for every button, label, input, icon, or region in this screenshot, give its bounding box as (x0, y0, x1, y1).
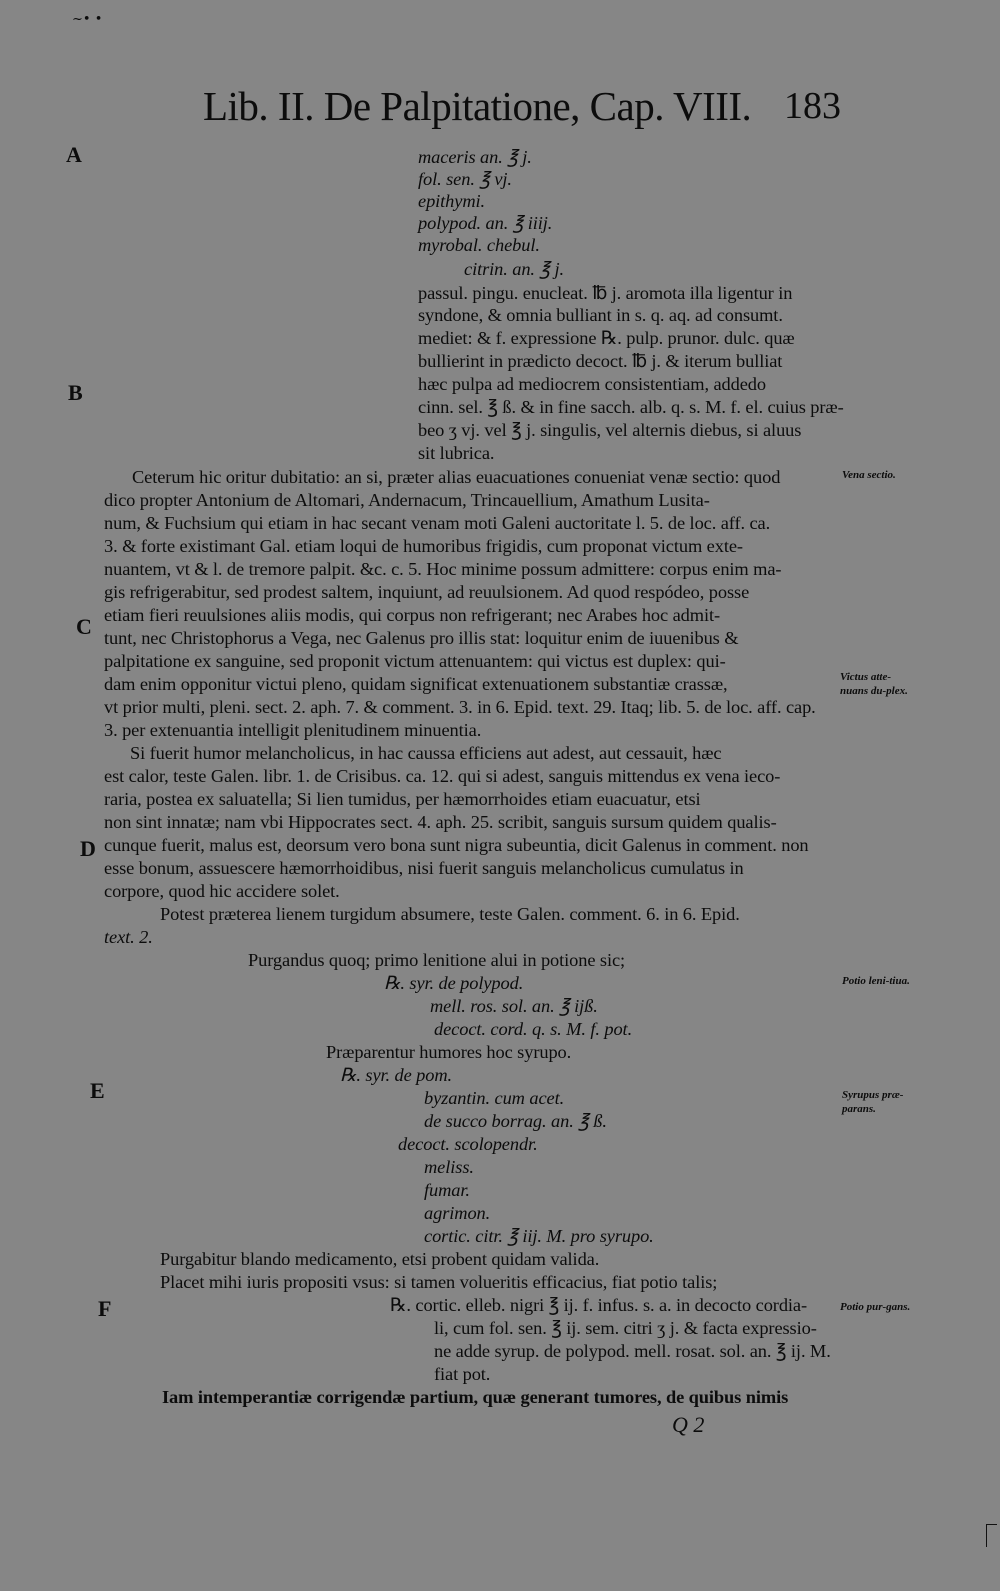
text-line: Purgabitur blando medicamento, etsi probent quidam valida. (160, 1249, 600, 1269)
recipe-line: decoct. cord. q. s. M. f. pot. (434, 1019, 633, 1039)
recipe-line: fol. sen. ℥ vj. (418, 169, 512, 189)
text-line: dam enim opponitur victui pleno, quidam significat extenuationem substantiæ crassæ, (104, 674, 728, 694)
sidenote-vena-sectio: Vena sectio. (842, 469, 896, 481)
recipe-line: myrobal. chebul. (418, 235, 540, 255)
text-line: 3. & forte existimant Gal. etiam loqui de humoribus frigidis, cum proponat victum exte- (104, 536, 743, 556)
text-line: est calor, teste Galen. libr. 1. de Crisibus. ca. 12. qui si adest, sanguis mittendus ex vena ieco- (104, 766, 781, 786)
page-edge-mark (986, 1524, 997, 1547)
recipe-line: mediet: & f. expressione ℞. pulp. prunor. dulc. quæ (418, 328, 795, 348)
sidenote-potio-lenitiva: Potio leni-tiua. (842, 975, 910, 987)
recipe-line: li, cum fol. sen. ℥ ij. sem. citri ʒ j. & facta expressio- (434, 1318, 817, 1338)
text-line: non sint innatæ; nam vbi Hippocrates sect. 4. aph. 25. scribit, sanguis sursum quidem qualis- (104, 812, 777, 832)
recipe-line: sit lubrica. (418, 443, 495, 463)
recipe-line: hæc pulpa ad mediocrem consistentiam, addedo (418, 374, 766, 394)
signature-mark: Q 2 (672, 1412, 705, 1437)
text-line: num, & Fuchsium qui etiam in hac secant venam moti Galeni auctoritate l. 5. de loc. aff. ca. (104, 513, 771, 533)
text-line: corpore, quod hic accidere solet. (104, 881, 340, 901)
page-number: 183 (784, 85, 841, 127)
text-line: Placet mihi iuris propositi vsus: si tamen volueritis efficacius, fiat potio talis; (160, 1272, 718, 1292)
text-line: raria, postea ex saluatella; Si lien tumidus, per hæmorrhoides etiam euacuatur, etsi (104, 789, 701, 809)
text-line: etiam fieri reuulsiones aliis modis, qui corpus non refrigerant; nec Arabes hoc admit- (104, 605, 720, 625)
top-corner-mark: ~• • (72, 12, 103, 27)
margin-letter-e: E (90, 1078, 105, 1103)
recipe-line: de succo borrag. an. ℥ ß. (424, 1111, 607, 1131)
purgandus-line: Purgandus quoq; primo lenitione alui in potione sic; (248, 950, 626, 970)
text-line: dico propter Antonium de Altomari, Andernacum, Trincauellium, Amathum Lusita- (104, 490, 710, 510)
recipe-line: syndone, & omnia bulliant in s. q. aq. ad consumt. (418, 305, 783, 325)
sidenote-potio-purgans: Potio pur-gans. (840, 1301, 911, 1313)
recipe-line: byzantin. cum acet. (424, 1088, 565, 1108)
sidenote-victus: Victus atte-nuans du-plex. (840, 671, 908, 697)
margin-letter-c: C (76, 614, 92, 639)
recipe-line: ℞. cortic. elleb. nigri ℥ ij. f. infus. s. a. in decocto cordia- (390, 1295, 808, 1315)
recipe-line: polypod. an. ℥ iiij. (418, 213, 553, 233)
text-line: cunque fuerit, malus est, deorsum vero bona sunt nigra subeuntia, dicit Galenus in comment. non (104, 835, 809, 855)
recipe-line: bullierint in prædicto decoct. ℔ j. & iterum bulliat (418, 351, 783, 371)
margin-letter-b: B (68, 380, 83, 405)
recipe-line: beo ʒ vj. vel ℥ j. singulis, vel alternis diebus, si aluus (418, 420, 802, 440)
text-line: gis refrigerabitur, sed prodest saltem, inquiunt, ad reuulsionem. Ad quod respódeo, posse (104, 582, 750, 602)
recipe-line: ℞. syr. de pom. (340, 1065, 453, 1085)
recipe-line: fumar. (424, 1180, 470, 1200)
recipe-line: fiat pot. (434, 1364, 491, 1384)
recipe-line: mell. ros. sol. an. ℥ ijß. (430, 996, 598, 1016)
recipe-line: meliss. (424, 1157, 474, 1177)
text-line: Potest præterea lienem turgidum absumere, teste Galen. comment. 6. in 6. Epid. (160, 904, 740, 924)
margin-letter-f: F (98, 1296, 112, 1321)
text-line: esse bonum, assuescere hæmorrhoidibus, nisi fuerit sanguis melancholicus cumulatus in (104, 858, 744, 878)
recipe-line: ℞. syr. de polypod. (384, 973, 524, 993)
text-line: vt prior multi, pleni. sect. 2. aph. 7. & comment. 3. in 6. Epid. text. 29. Itaq; lib. 5. de loc. aff. cap. (104, 697, 816, 717)
recipe-line: cinn. sel. ℥ ß. & in fine sacch. alb. q. s. M. f. el. cuius præ- (418, 397, 844, 417)
sidenote-syrupus: Syrupus præ-parans. (842, 1089, 904, 1115)
recipe-line: ne adde syrup. de polypod. mell. rosat. sol. an. ℥ ij. M. (434, 1341, 831, 1361)
recipe-line: decoct. scolopendr. (398, 1134, 538, 1154)
text-line: 3. per extenuantia intelligit plenitudinem minuentia. (104, 720, 482, 740)
recipe-line: maceris an. ℥ j. (418, 147, 532, 167)
margin-letter-d: D (80, 836, 96, 861)
text-line: nuantem, vt & l. de tremore palpit. &c. c. 5. Hoc minime possum admittere: corpus enim ma- (104, 559, 782, 579)
text-line: Ceterum hic oritur dubitatio: an si, præter alias euacuationes conueniat venæ sectio: quod (132, 467, 781, 487)
recipe-line: epithymi. (418, 191, 486, 211)
last-line: Iam intemperantiæ corrigendæ partium, quæ generant tumores, de quibus nimis (162, 1387, 789, 1407)
text-line: tunt, nec Christophorus a Vega, nec Galenus pro illis stat: loquitur enim de iuuenibus & (104, 628, 739, 648)
text-line: Si fuerit humor melancholicus, in hac caussa efficiens aut adest, aut cessauit, hæc (130, 743, 722, 763)
text-line: text. 2. (104, 927, 153, 947)
running-header: Lib. II. De Palpitatione, Cap. VIII. (203, 83, 752, 129)
margin-letter-a: A (66, 142, 82, 167)
recipe-line: cortic. citr. ℥ iij. M. pro syrupo. (424, 1226, 654, 1246)
text-line: palpitatione ex sanguine, sed proponit victum attenuantem: qui victus est duplex: qui- (104, 651, 726, 671)
recipe-line: passul. pingu. enucleat. ℔ j. aromota illa ligentur in (418, 283, 793, 303)
recipe-line: agrimon. (424, 1203, 491, 1223)
recipe-line: citrin. an. ℥ j. (464, 259, 564, 279)
praeparentur-line: Præparentur humores hoc syrupo. (326, 1042, 572, 1062)
